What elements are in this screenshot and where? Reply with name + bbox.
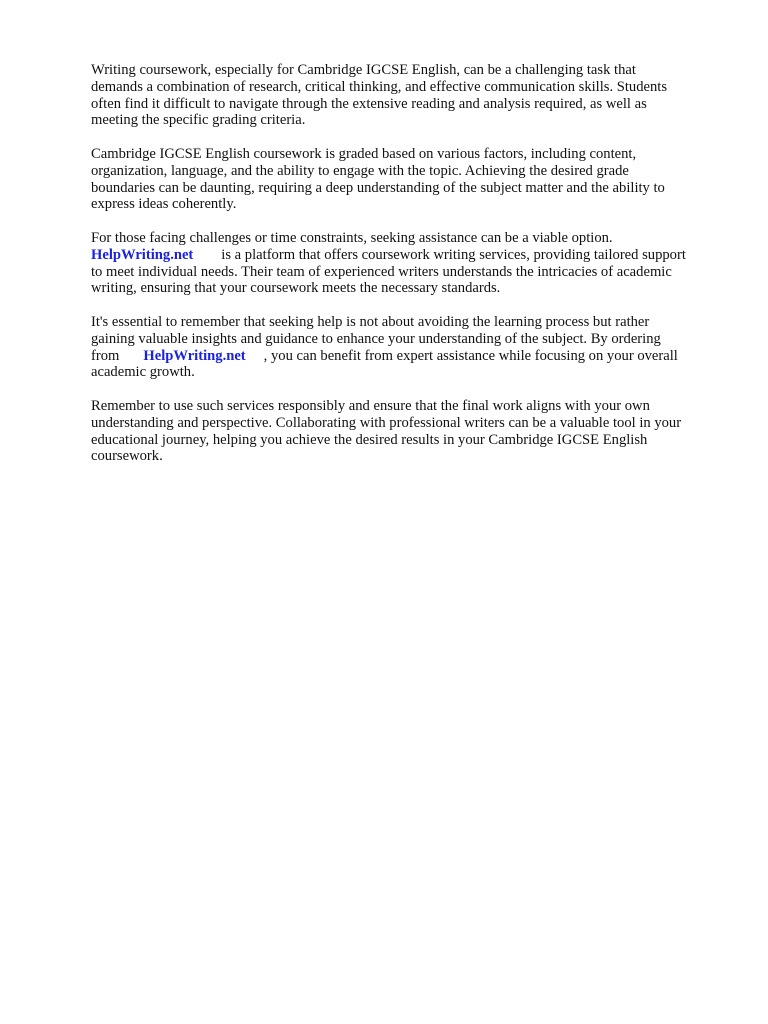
text-line: understanding and perspective. Collaborating with professional writers can be a valuable tool in your bbox=[91, 414, 682, 431]
paragraph-ordering bbox=[91, 314, 731, 381]
text-fragment: is a platform that offers coursework writing services, providing tailored support bbox=[221, 246, 686, 263]
text-fragment: from bbox=[91, 347, 120, 364]
text-line bbox=[91, 348, 731, 365]
text-line: It's essential to remember that seeking help is not about avoiding the learning process but rather bbox=[91, 313, 650, 330]
text-line: organization, language, and the ability to engage with the topic. Achieving the desired grade bbox=[91, 162, 629, 179]
paragraph-grading bbox=[91, 146, 731, 213]
paragraph-assistance bbox=[91, 230, 731, 297]
text-fragment: , you can benefit from expert assistance while focusing on your overall bbox=[263, 347, 678, 364]
text-line: express ideas coherently. bbox=[91, 196, 237, 213]
document-page bbox=[91, 62, 731, 482]
text-line: meeting the specific grading criteria. bbox=[91, 112, 306, 129]
helpwriting-link[interactable]: HelpWriting.net bbox=[143, 347, 246, 364]
text-line: often find it difficult to navigate through the extensive reading and analysis required, as well as bbox=[91, 95, 647, 112]
helpwriting-link[interactable]: HelpWriting.net bbox=[91, 246, 194, 263]
text-line: For those facing challenges or time constraints, seeking assistance can be a viable option. bbox=[91, 229, 613, 246]
paragraph-intro bbox=[91, 62, 731, 129]
text-line: demands a combination of research, critical thinking, and effective communication skills. Students bbox=[91, 78, 668, 95]
text-line bbox=[91, 247, 731, 264]
text-line: to meet individual needs. Their team of experienced writers understands the intricacies of academic bbox=[91, 263, 672, 280]
text-line: Writing coursework, especially for Cambridge IGCSE English, can be a challenging task that bbox=[91, 62, 636, 78]
text-line: Remember to use such services responsibly and ensure that the final work aligns with your own bbox=[91, 397, 650, 414]
text-line: writing, ensuring that your coursework meets the necessary standards. bbox=[91, 280, 501, 297]
text-line: educational journey, helping you achieve the desired results in your Cambridge IGCSE English bbox=[91, 431, 648, 448]
text-line: academic growth. bbox=[91, 364, 195, 381]
paragraph-responsibility bbox=[91, 398, 731, 465]
text-line: coursework. bbox=[91, 448, 163, 465]
text-line: gaining valuable insights and guidance to enhance your understanding of the subject. By ordering bbox=[91, 330, 661, 347]
text-line: boundaries can be daunting, requiring a deep understanding of the subject matter and the ability to bbox=[91, 179, 665, 196]
text-line: Cambridge IGCSE English coursework is graded based on various factors, including content, bbox=[91, 145, 637, 162]
